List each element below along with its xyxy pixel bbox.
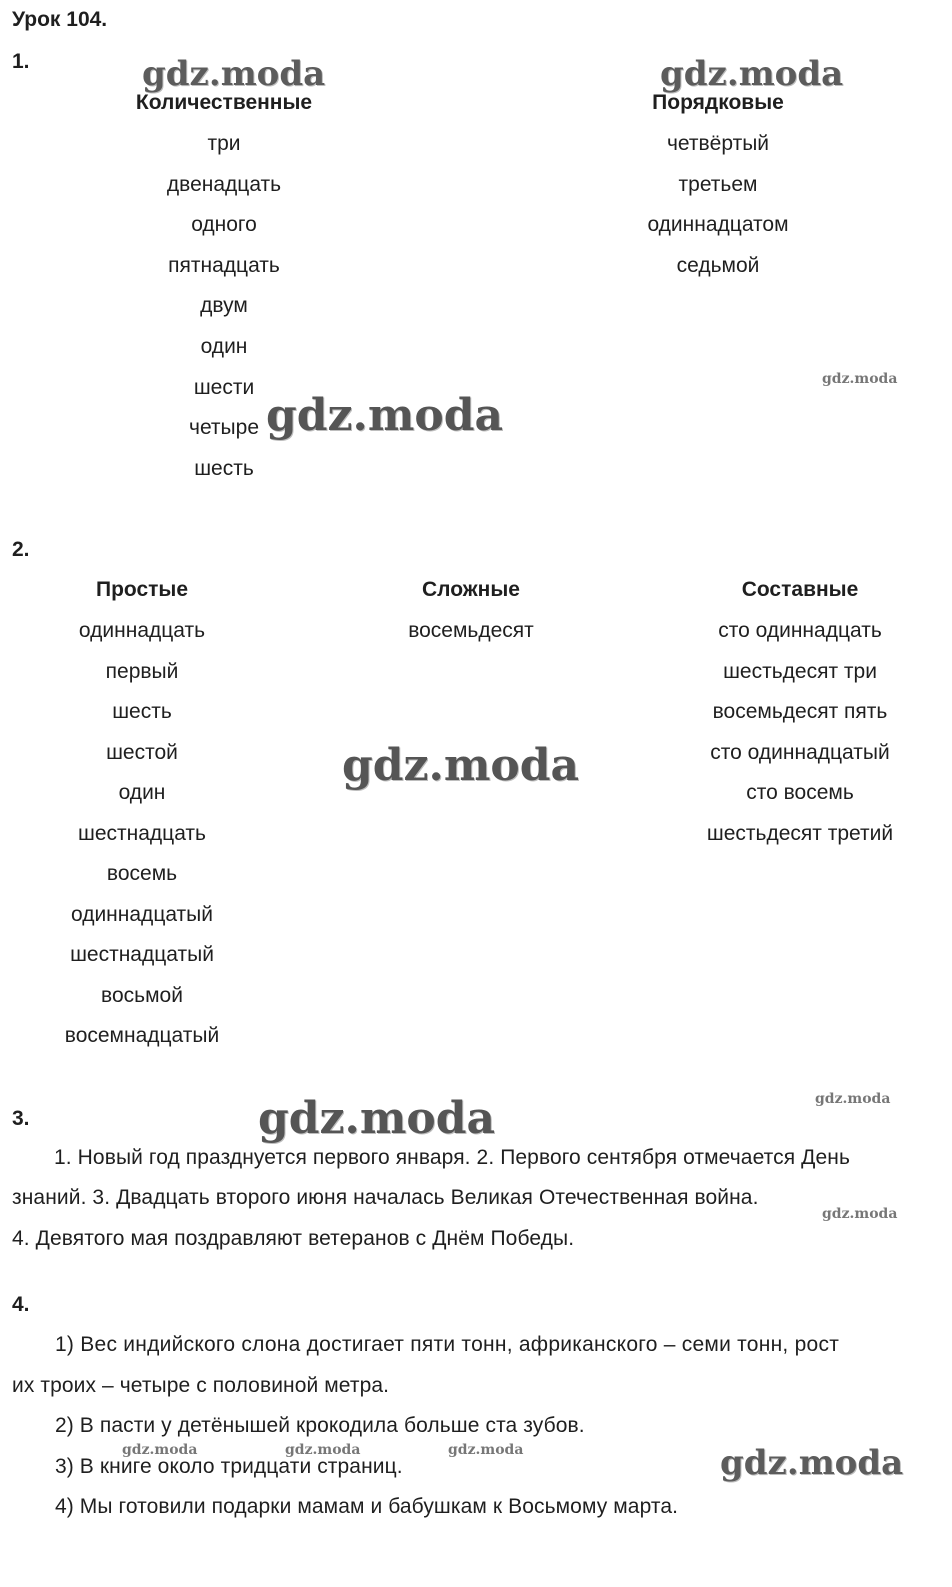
task3-line-1: 1. Новый год празднуется первого января. 2. Первого сентября отмечается День [54, 1146, 850, 1169]
task4-line-2: их троих – четыре с половиной метра. [12, 1374, 390, 1397]
compound-item: сто одиннадцать [718, 619, 882, 642]
cardinal-item: двенадцать [166, 172, 282, 196]
watermark-logo: gdz.moda [660, 54, 844, 94]
cardinal-item: пятнадцать [168, 253, 280, 277]
simple-item: один [118, 781, 166, 804]
ordinal-heading: Порядковые [652, 91, 784, 114]
task3-line-3: 4. Девятого мая поздравляют ветеранов с Днём Победы. [12, 1227, 575, 1250]
complex-heading: Сложные [422, 578, 520, 601]
cardinal-item: одного [191, 213, 257, 237]
simple-item: восемнадцатый [64, 1024, 220, 1047]
watermark-logo: gdz.moda [720, 1443, 904, 1483]
task4-line-5: 4) Мы готовили подарки мамам и бабушкам к Восьмому марта. [55, 1495, 679, 1518]
cardinal-heading: Количественные [135, 91, 313, 114]
task4-number: 4. [12, 1293, 30, 1316]
ordinal-item: третьем [678, 172, 758, 196]
simple-heading: Простые [95, 578, 189, 601]
cardinal-item: один [200, 335, 248, 358]
cardinal-item: шесть [194, 456, 254, 480]
simple-item: одиннадцатый [70, 902, 214, 926]
ordinal-item: четвёртый [666, 132, 770, 155]
ordinal-item: седьмой [676, 253, 760, 277]
compound-item: шестьдесят три [723, 659, 877, 683]
watermark-logo: gdz.moda [448, 1442, 524, 1458]
compound-item: сто восемь [746, 781, 854, 804]
task3-number: 3. [12, 1107, 30, 1130]
watermark-logo: gdz.moda [142, 54, 326, 94]
simple-item: шесть [112, 700, 172, 723]
simple-item: одиннадцать [78, 619, 206, 642]
watermark-logo: gdz.moda [815, 1091, 891, 1107]
compound-heading: Составные [741, 578, 859, 601]
compound-item: сто одиннадцатый [710, 740, 890, 764]
cardinal-item: двум [200, 294, 248, 318]
task4-line-4: 3) В книге около тридцати страниц. [55, 1455, 403, 1478]
simple-item: восьмой [101, 983, 183, 1007]
simple-item: шестнадцатый [70, 943, 214, 966]
page-title: Урок 104. [12, 8, 108, 31]
cardinal-item: четыре [189, 416, 259, 440]
ordinal-item: одиннадцатом [647, 213, 789, 237]
task4-line-1: 1) Вес индийского слона достигает пяти тонн, африканского – семи тонн, рост [55, 1333, 840, 1356]
simple-item: шестнадцать [78, 821, 206, 845]
complex-item: восемьдесят [408, 619, 534, 642]
task3-line-2: знаний. 3. Двадцать второго июня началась Великая Отечественная война. [12, 1186, 759, 1209]
task2-number: 2. [12, 538, 30, 561]
watermark-logo: gdz.moda [342, 740, 580, 791]
task1-number: 1. [12, 50, 30, 73]
watermark-logo: gdz.moda [122, 1442, 198, 1458]
compound-item: восемьдесят пять [712, 700, 888, 723]
watermark-logo: gdz.moda [822, 1206, 898, 1222]
simple-item: шестой [106, 740, 178, 764]
watermark-logo: gdz.moda [822, 371, 898, 387]
compound-item: шестьдесят третий [706, 821, 894, 845]
watermark-logo: gdz.moda [285, 1442, 361, 1458]
simple-item: восемь [106, 862, 178, 885]
watermark-logo: gdz.moda [266, 390, 504, 441]
task4-line-3: 2) В пасти у детёнышей крокодила больше ста зубов. [55, 1414, 585, 1437]
cardinal-item: шести [193, 375, 255, 399]
watermark-logo: gdz.moda [258, 1093, 496, 1144]
simple-item: первый [105, 659, 179, 683]
cardinal-item: три [207, 132, 241, 155]
